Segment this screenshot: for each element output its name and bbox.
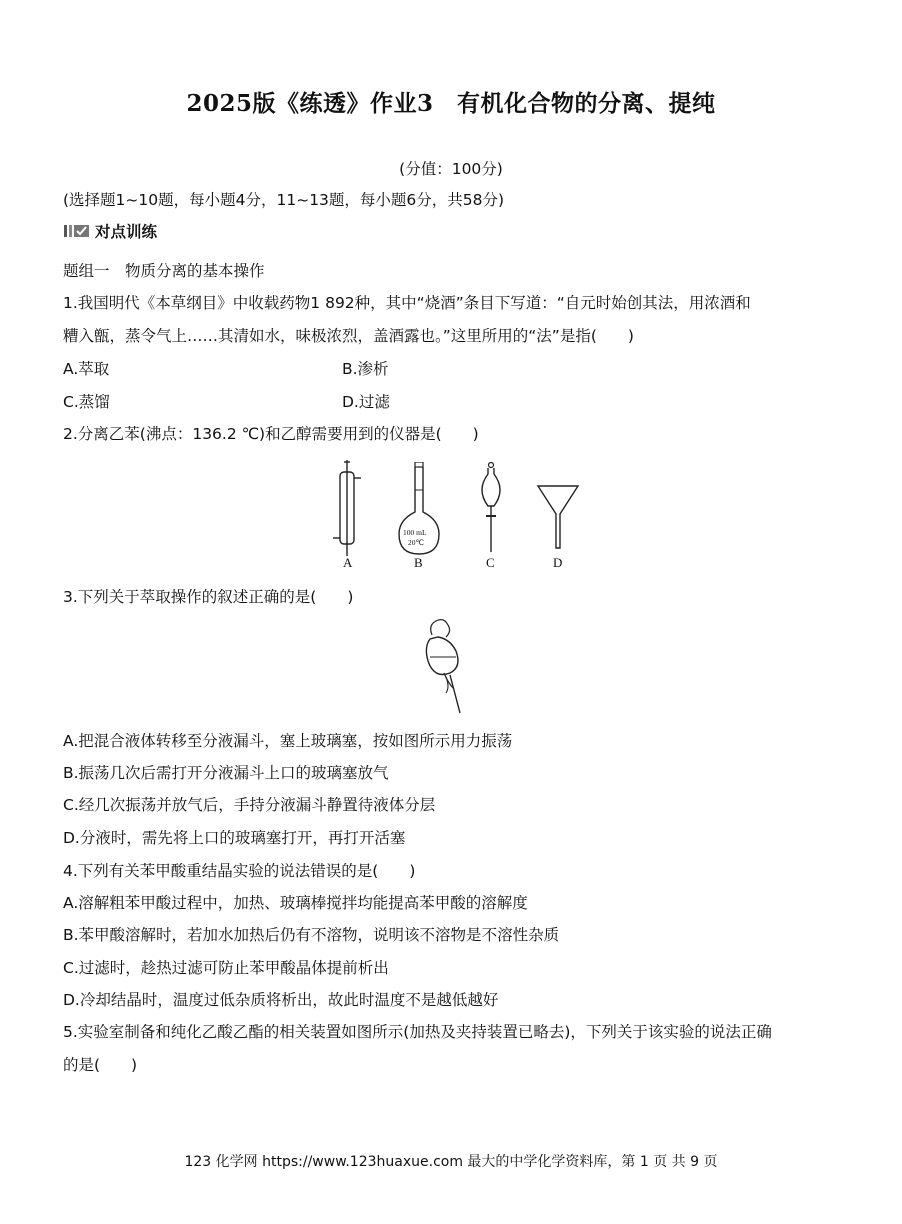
- condenser-figure: [332, 460, 362, 556]
- q3-option-a: A.把混合液体转移至分液漏斗，塞上玻璃塞，按如图所示用力振荡: [63, 732, 513, 750]
- q4-option-c: C.过滤时，趁热过滤可防止苯甲酸晶体提前析出: [63, 959, 389, 977]
- apparatus-label-c: C: [486, 555, 495, 570]
- separatory-funnel-figure: [474, 462, 508, 554]
- q1-option-d: D.过滤: [342, 393, 390, 411]
- shaking-funnel-figure: [420, 617, 468, 715]
- apparatus-label-b: B: [414, 555, 423, 570]
- q3-option-d: D.分液时，需先将上口的玻璃塞打开，再打开活塞: [63, 829, 406, 847]
- group-heading: 题组一 物质分离的基本操作: [63, 262, 265, 280]
- q1-option-b: B.渗析: [342, 360, 389, 378]
- page-footer: 123 化学网 https://www.123huaxue.com 最大的中学化学资料库，第 1 页 共 9 页: [184, 1154, 718, 1170]
- funnel-figure: [536, 484, 580, 550]
- score-info: (分值：100分): [399, 160, 503, 178]
- section-check-icon: [64, 224, 90, 238]
- q1-option-a: A.萃取: [63, 360, 110, 378]
- q4-stem: 4.下列有关苯甲酸重结晶实验的说法错误的是( ): [63, 862, 416, 880]
- q5-stem-line2: 的是( ): [63, 1056, 138, 1074]
- q1-option-c: C.蒸馏: [63, 393, 110, 411]
- instruction: (选择题1~10题，每小题4分，11~13题，每小题6分，共58分): [63, 191, 505, 209]
- page-title: 2025版《练透》作业3 有机化合物的分离、提纯: [186, 90, 716, 117]
- q4-option-b: B.苯甲酸溶解时，若加水加热后仍有不溶物，说明该不溶物是不溶性杂质: [63, 926, 560, 944]
- q2-stem: 2.分离乙苯(沸点：136.2 ℃)和乙醇需要用到的仪器是( ): [63, 425, 479, 443]
- q4-option-d: D.冷却结晶时，温度过低杂质将析出，故此时温度不是越低越好: [63, 991, 499, 1009]
- apparatus-label-d: D: [553, 555, 563, 570]
- section-title: 对点训练: [95, 223, 158, 241]
- apparatus-label-a: A: [343, 555, 353, 570]
- flask-label-volume: 100 mL: [403, 528, 427, 537]
- q1-stem-line1: 1.我国明代《本草纲目》中收载药物1 892种，其中“烧酒”条目下写道：“自元时始创其法，用浓酒和: [63, 294, 751, 312]
- q4-option-a: A.溶解粗苯甲酸过程中，加热、玻璃棒搅拌均能提高苯甲酸的溶解度: [63, 894, 528, 912]
- q5-stem-line1: 5.实验室制备和纯化乙酸乙酯的相关装置如图所示(加热及夹持装置已略去)，下列关于该实验的说法正确: [63, 1023, 772, 1041]
- q1-stem-line2: 糟入甑，蒸令气上……其清如水，味极浓烈，盖酒露也。”这里所用的“法”是指( ): [63, 327, 634, 345]
- q3-option-b: B.振荡几次后需打开分液漏斗上口的玻璃塞放气: [63, 764, 389, 782]
- q3-stem: 3.下列关于萃取操作的叙述正确的是( ): [63, 588, 354, 606]
- q3-option-c: C.经几次振荡并放气后，手持分液漏斗静置待液体分层: [63, 796, 436, 814]
- flask-label-temperature: 20℃: [408, 538, 424, 547]
